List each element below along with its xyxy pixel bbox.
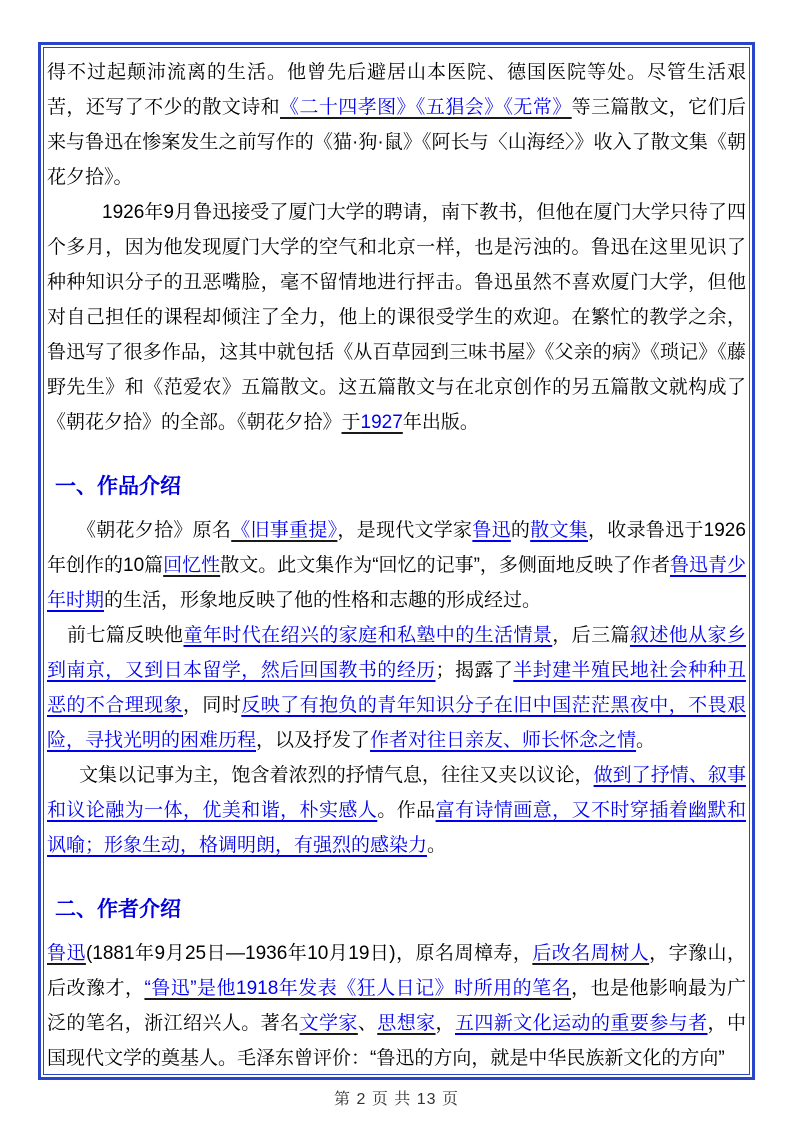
section-heading: 二、作者介绍 — [55, 898, 181, 921]
text-run: 等三篇散文，它们后来与鲁迅在惨案发生之前写作的《猫·狗·鼠》《阿长与〈山海经〉》收入了散文集《朝花夕拾》。 — [47, 97, 746, 188]
hyperlink[interactable]: 文学家 — [299, 1013, 358, 1034]
text-run: 。 — [636, 730, 656, 751]
text-run: ， — [435, 1013, 455, 1034]
hyperlink[interactable]: 富有诗情画意，又不时穿插着幽默和讽喻；形象生动，格调明朗，有强烈的感染力 — [47, 800, 746, 856]
hyperlink[interactable]: 五四新文化运动的重要参与者 — [454, 1013, 708, 1034]
hyperlink[interactable]: 作者对往日亲友、师长怀念之情 — [370, 730, 637, 751]
hyperlink[interactable]: 做到了抒情、叙事和议论融为一体，优美和谐，朴实感人 — [47, 765, 746, 821]
text-run: ，中国现代文学的奠基人。毛泽东曾评价：“鲁迅的方向，就是中华民族新文化的方向” — [47, 1013, 746, 1069]
text-run: 的生活，形象地反映了他的性格和志趣的形成经过。 — [104, 590, 542, 611]
text-run: 年出版。 — [402, 412, 479, 433]
text-run: ，以及抒发了 — [256, 730, 371, 751]
text-run: 前七篇反映他 — [67, 625, 184, 646]
paragraph — [47, 618, 746, 758]
text-run: (1881年9月25日—1936年10月19日)，原名周樟寿， — [85, 943, 533, 964]
hyperlink[interactable]: 后改名周树人 — [532, 943, 650, 964]
paragraph — [47, 936, 746, 1074]
hyperlink[interactable]: 童年时代在绍兴的家庭和私塾中的生活情景 — [183, 625, 553, 646]
document-content — [44, 48, 749, 1074]
hyperlink[interactable]: 叙述他从家乡到南京，又到日本留学，然后回国教书的经历 — [47, 625, 746, 681]
hyperlink[interactable]: 回忆性 — [163, 555, 221, 576]
page-footer: 第 2 页 共 13 页 — [334, 1091, 459, 1108]
text-run: ；揭露了 — [435, 660, 514, 681]
section-heading: 一、作品介绍 — [55, 475, 181, 498]
hyperlink[interactable]: 思想家 — [377, 1013, 436, 1034]
text-run: 。 — [427, 835, 447, 856]
text-run: 的 — [510, 520, 531, 541]
text-run: 、 — [357, 1013, 378, 1034]
text-run: 文集以记事为主，饱含着浓烈的抒情气息，往往又夹以议论， — [79, 765, 594, 786]
text-run: 。作品 — [377, 800, 436, 821]
page-border-inner — [43, 47, 750, 1075]
text-run: 1926年9月鲁迅接受了厦门大学的聘请，南下教书，但他在厦门大学只待了四个多月，因为他发现厦门大学的空气和北京一样，也是污浊的。鲁迅在这里见识了种种知识分子的丑恶嘴脸，毫不留情地进行抨击。鲁迅虽然不喜欢厦门大学，但他对自己担任的课程却倾注了全力，他上的课很受学生的欢迎。在繁忙的教学之余，鲁迅写了很多作品，这其中就包括《从百草园到三味书屋》《父亲的病》《琐记》《藤野先生》和《范爱农》五篇散文。这五篇散文与在北京创作的另五篇散文就构成了《朝花夕拾》的全部。《朝花夕拾》 — [47, 202, 746, 433]
text-run: ，收录鲁迅于1926年创作的10篇 — [47, 520, 746, 576]
page-border — [38, 42, 755, 1080]
hyperlink[interactable]: 《旧事重提》 — [231, 520, 338, 541]
text-run: 得不过起颠沛流离的生活。他曾先后避居山本医院、德国医院等处。尽管生活艰苦，还写了不少的散文诗和 — [47, 62, 746, 118]
text-run: ，字豫山，后改豫才， — [47, 943, 746, 999]
text-run: ，是现代文学家 — [337, 520, 473, 541]
text-run: ，同时 — [183, 695, 242, 716]
underlined-text: 于 — [341, 412, 361, 433]
hyperlink[interactable]: 鲁迅 — [472, 520, 511, 541]
hyperlink[interactable]: 反映了有抱负的青年知识分子在旧中国茫茫黑夜中，不畏艰险，寻找光明的困难历程 — [47, 695, 746, 751]
hyperlink[interactable]: 半封建半殖民地社会种种丑恶的不合理现象 — [47, 660, 746, 716]
paragraph — [47, 758, 746, 863]
text-run: 《朝花夕拾》原名 — [77, 520, 232, 541]
paragraph — [47, 55, 746, 195]
text-run: ，后三篇 — [552, 625, 630, 646]
hyperlink[interactable]: 鲁迅 — [47, 943, 86, 964]
hyperlink[interactable]: 1927 — [360, 412, 403, 433]
text-run: 散文。此文集作为“回忆的记事”，多侧面地反映了作者 — [220, 555, 670, 576]
hyperlink[interactable]: 《二十四孝图》《五猖会》《无常》 — [280, 97, 572, 118]
paragraph — [47, 513, 746, 618]
hyperlink[interactable]: “鲁迅”是他1918年发表《狂人日记》时所用的笔名 — [144, 978, 572, 999]
hyperlink[interactable]: 鲁迅青少年时期 — [47, 555, 746, 611]
text-run: ，也是他影响最为广泛的笔名，浙江绍兴人。著名 — [47, 978, 746, 1034]
hyperlink[interactable]: 散文集 — [530, 520, 589, 541]
paragraph — [47, 195, 746, 440]
